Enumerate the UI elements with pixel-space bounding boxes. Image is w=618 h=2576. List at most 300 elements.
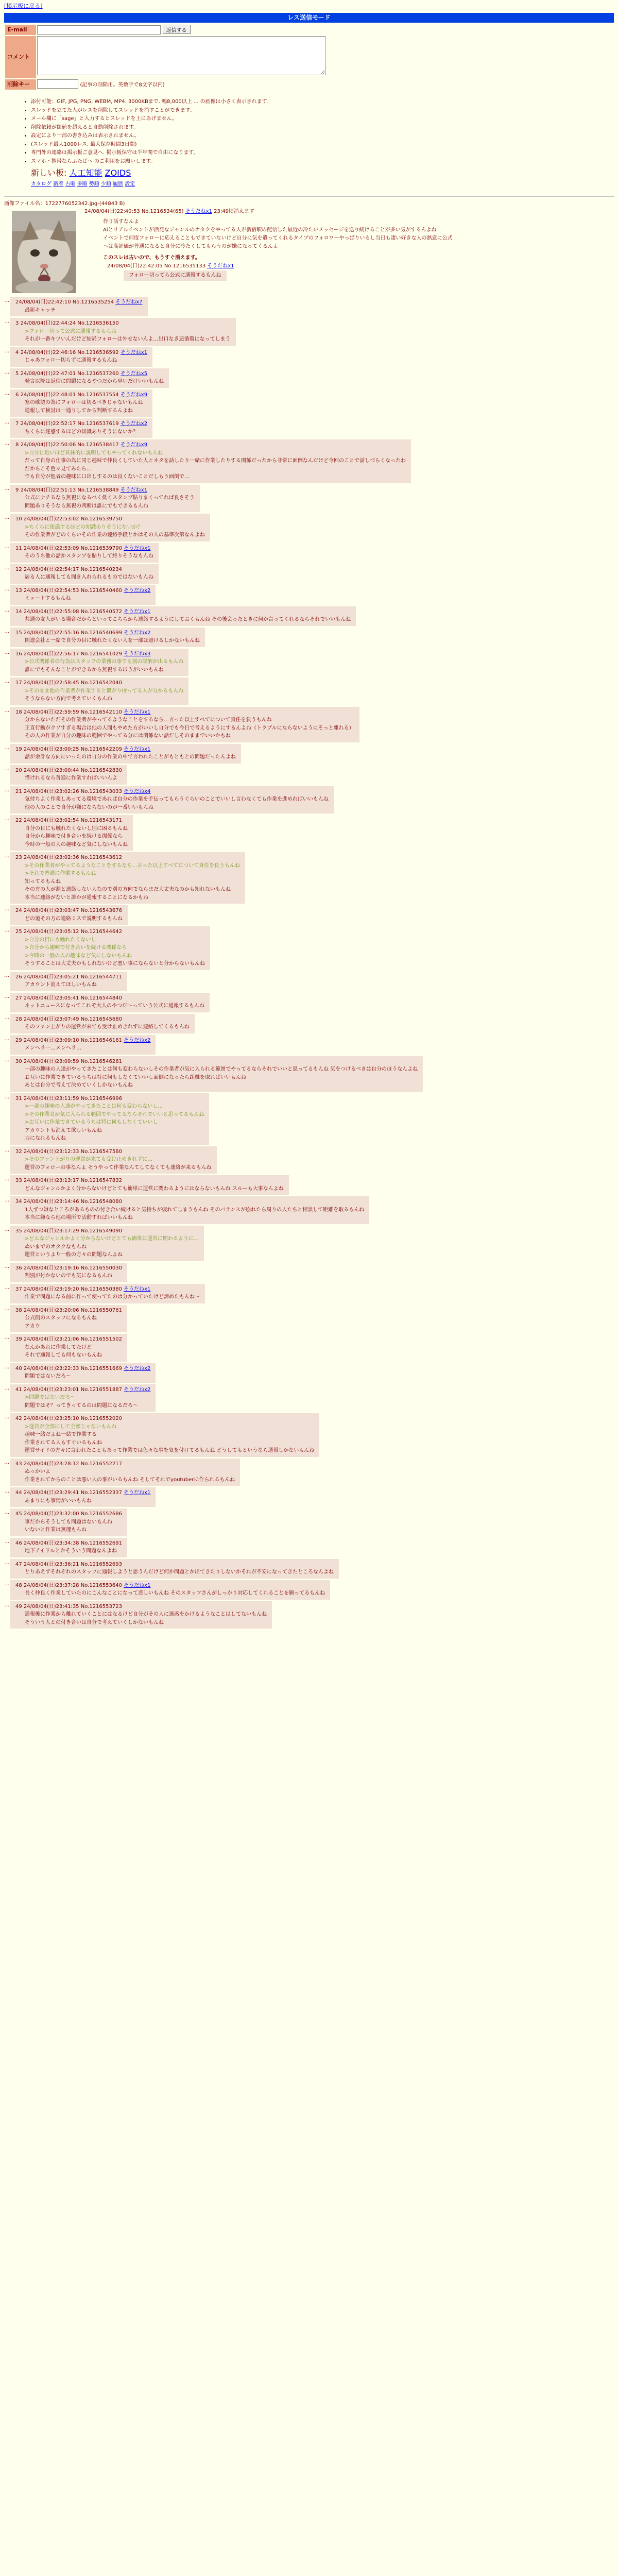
reply-date-number: 24/08/04(日)23:00:25 No.1216542209 [23,746,122,752]
op-sodane-button[interactable]: そうだねx1 [185,209,212,214]
reply-row [4,1363,614,1383]
reply-text-line: ぬいまでのオタクなもんね [25,1244,87,1250]
reply-date-number: 24/08/04(日)22:50:06 No.1216538417 [20,442,119,448]
op-line: イベントで何度フォローに応えることもできていないけど自分に気を遣ってくれるタイプのフォロワーやっぱりいるし当日も凄い好きな人の熱意に公式 [103,235,453,241]
reply-header [15,973,122,981]
divider [4,196,614,197]
op-number: No.1216534(65) [141,209,184,214]
reply-text-line: メンヘラ一…メンヘラ… [25,1045,81,1051]
reply-indent-marker: … [4,607,9,613]
reply-index: 36 [15,1265,22,1271]
reply-header [15,708,354,717]
reply-date-number: 24/08/04(日)23:03:47 No.1216543676 [23,908,122,913]
reply-sodane-button[interactable]: そうだねx1 [120,349,148,355]
reply-text-line: なんかあれに作業してたけど [25,1344,92,1350]
reply-indent-marker: … [4,906,9,912]
email-field[interactable] [37,25,161,35]
reply-index: 14 [15,608,22,615]
reply-header [15,788,329,796]
delete-key-field[interactable] [37,79,78,89]
reply-header [15,515,205,523]
reply-index: 43 [15,1461,22,1467]
reply-date-number: 24/08/04(日)23:12:33 No.1216547580 [23,1148,122,1155]
reply-text-line: ネットニュースになってこれぞ大人のやつだ～っていう公式に通報するもんね [25,1003,205,1009]
reply-row [4,1384,614,1412]
reply-index: 32 [15,1148,22,1155]
reply-date-number: 24/08/04(日)23:14:46 No.1216548080 [23,1199,122,1205]
reply-text-line: 事だからそうしても問題はないもんね [25,1519,112,1525]
reply-index: 22 [15,818,22,823]
reply-date-number: 24/08/04(日)23:11:59 No.1216546996 [23,1095,122,1101]
response-list [4,297,614,1629]
reply-index: 48 [15,1582,22,1588]
reply-text-line: お互いに作業できているうちは特に何もしなくていいし面倒になったら距離を取ればいいもんね [25,1074,246,1080]
op-reply-body: フォロー切ってら公式に通報するもんね [124,270,227,281]
reply-post [10,1305,127,1333]
reply-indent-marker: … [4,649,9,655]
reply-indent-marker: … [4,1385,9,1391]
reply-header [15,1177,284,1185]
reply-quote-line: >今時の一般の人の趣味など気にしないもんね [25,953,132,959]
reply-text-line: 問題ではそ？ってきってるのは問題になるだろ～ [25,1402,138,1409]
reply-sodane-button[interactable]: そうだねx5 [120,370,148,377]
reply-index: 27 [15,995,22,1001]
reply-row [4,585,614,605]
reply-row [4,707,614,742]
reply-text-line: 通報して検討は一通りしてから判断するんよね [25,408,133,414]
reply-post [10,318,236,346]
reply-sodane-button[interactable]: そうだねx9 [120,392,148,398]
new-board-link-zoids[interactable]: ZOIDS [105,168,131,178]
reply-date-number: 24/08/04(日)22:46:16 No.1216536592 [20,349,119,355]
reply-header [15,745,236,754]
reply-post [10,1056,423,1092]
reply-header [15,1307,122,1315]
reply-index: 5 [15,370,19,377]
reply-post [10,852,245,904]
reply-header [15,1386,150,1394]
reply-date-number: 24/08/04(日)22:54:17 No.1216540234 [23,566,122,572]
reply-indent-marker: … [4,744,9,751]
email-label: E-mail [5,25,36,36]
reply-quote-line: >そのファン上がりの運営が来ても受け止めきれずに… [25,1157,153,1162]
reply-date-number: 24/08/04(日)22:44:24 No.1216536150 [20,320,119,326]
reply-header [15,1264,122,1273]
reply-indent-marker: … [4,1414,9,1420]
reply-text-line: アカウ [25,1323,40,1329]
reply-row [4,318,614,346]
reply-index: 9 [15,487,19,493]
reply-indent-marker: … [4,1335,9,1341]
view-link-5[interactable]: 少順 [100,181,111,187]
reply-text-line: 惜けれるなら普通に作業すればいいんよ [25,775,117,781]
reply-sodane-button[interactable]: そうだねx1 [124,746,151,752]
reply-indent-marker: … [4,348,9,354]
reply-post [10,926,210,970]
reply-text-line: 他の人のことで自分が嫌にならないのが一番いいもんね [25,804,153,810]
reply-indent-marker: … [4,707,9,714]
reply-text-line: ミュートするもんね [25,596,71,601]
reply-index: 46 [15,1540,22,1546]
reply-index: 10 [15,516,22,522]
reply-sodane-button[interactable]: そうだねx2 [124,630,151,636]
reply-index: 33 [15,1178,22,1183]
reply-date-number: 24/08/04(日)23:05:41 No.1216544840 [23,995,122,1001]
reply-date-number: 24/08/04(日)22:54:53 No.1216540460 [23,587,122,594]
reply-sodane-button[interactable]: そうだねx2 [124,1365,151,1371]
reply-post [10,485,200,513]
delete-key-label: 削除キー [5,79,36,90]
reply-post [10,1284,205,1303]
reply-index: 11 [15,545,22,551]
reply-text-line: 正直行動がクソすぎる場合は他の人間もやめた方がいいし自分でも今日で考えるようにするんよね（トラブルにならないようにそっと離れる） [25,725,354,731]
posting-rule: • 削除依頼が閾値を超えると自動削除されます。 [31,124,614,132]
reply-text-line: 気持ちよく作業しあってる環境であれば自分の作業を手伝ってもらうぐらいのことでいいし言わなくても作業を進めればいいもんね [25,796,329,802]
reply-indent-marker: … [4,1581,9,1587]
reply-header [15,1015,190,1024]
reply-text-line: アカウントも消えて欲しいもんね [25,1127,102,1133]
reply-header [15,1460,235,1468]
reply-date-number: 24/08/04(日)23:21:06 No.1216551502 [23,1336,122,1342]
opening-post [4,208,614,295]
op-header [84,208,254,215]
reply-indent-marker: … [4,1488,9,1494]
reply-text-line: 最新キャッチ [25,307,56,313]
reply-header [15,608,351,616]
reply-row [4,297,614,316]
reply-date-number: 24/08/04(日)23:02:26 No.1216543033 [23,788,122,794]
reply-date-number: 24/08/04(日)23:20:06 No.1216550761 [23,1307,122,1313]
reply-text-line: 1人ずつ嫌なところがあるものの付き合い続けると気持ちが疲れてしまうもんね そのバランスが崩れたら周りの人たちと相談して距離を取るもんね [25,1207,365,1213]
op-line: 作り話すなんよ [103,219,139,225]
reply-post [10,905,128,925]
reply-index: 28 [15,1016,22,1022]
reply-header [15,1510,122,1518]
reply-post [10,1175,289,1195]
reply-row [4,514,614,541]
reply-header [15,1582,325,1590]
reply-index: 12 [15,566,22,572]
reply-row [4,744,614,764]
op-reply-sodane-button[interactable]: そうだねx1 [207,263,234,269]
view-link-4[interactable]: 勢順 [89,181,99,187]
reply-date-number: 24/08/04(日)23:02:54 No.1216543171 [23,818,122,823]
reply-post [10,1146,217,1174]
reply-post [10,606,356,626]
reply-date-number: 24/08/04(日)23:17:29 No.1216549090 [23,1228,122,1234]
reply-header [15,817,128,825]
reply-indent-marker: … [4,1147,9,1153]
reply-sodane-button[interactable]: そうだねx2 [124,587,151,594]
reply-header [15,1148,212,1156]
reply-text-line: じゃあフォロー切らずに通報するもんね [25,358,117,363]
op-line: Aiとリアルイベントが活発なジャンルのオタクをやってる人が新宿駅の配信した最近の冷たいメッセージを送り続けることが多い気がするんよね [103,227,437,233]
reply-date-number: 24/08/04(日)22:55:08 No.1216540572 [23,608,122,615]
reply-header [15,1058,418,1066]
reply-row [4,1226,614,1261]
reply-header [15,994,204,1003]
reply-date-number: 24/08/04(日)23:22:33 No.1216551669 [23,1365,122,1371]
reply-index: 40 [15,1365,22,1371]
reply-date-number: 24/08/04(日)23:19:16 No.1216550030 [23,1265,122,1271]
reply-row [4,1263,614,1282]
reply-quote-line: >運営が全部にして全部じゃないもんね [25,1423,117,1430]
reply-post [10,707,359,742]
reply-indent-marker: … [4,319,9,325]
reply-sodane-button[interactable]: そうだねx2 [124,1037,151,1043]
reply-row [4,1334,614,1362]
reply-index: 37 [15,1286,22,1292]
reply-post [10,628,205,647]
reply-text-line: とりあえずそれぞれのスタッフに通報しようと思うんだけど何か問題とか出てきたりしないかそれが不安になってきたところなんよね [25,1569,334,1575]
op-date: 24/08/04(日)22:40:53 [84,209,140,214]
reply-date-number: 24/08/04(日)23:13:17 No.1216547832 [23,1178,122,1183]
reply-post [10,1559,339,1579]
reply-sodane-button[interactable]: そうだねx2 [124,1386,151,1393]
reply-index: 3 [15,320,19,326]
reply-row [4,1146,614,1174]
reply-post [10,1459,240,1486]
reply-indent-marker: … [4,390,9,396]
reply-index: 21 [15,788,22,794]
reply-post [10,786,334,814]
reply-text-line: 問題ではないだろ～ [25,1374,71,1379]
reply-quote-line: >ちくらに迷惑するほどの知識ありそうにないか？ [25,524,143,530]
reply-index: 8 [15,442,19,448]
reply-date-number: 24/08/04(日)23:34:38 No.1216552691 [23,1540,122,1546]
reply-text-line: 自分から趣味で付き合いを続ける関係なら [25,834,123,839]
reply-text-line: その方の人が割と連絡しない人なので別の方向でならまだ大丈夫なのかも知れないもんね [25,887,231,892]
reply-row [4,485,614,513]
reply-post [10,1538,127,1557]
reply-indent-marker: … [4,1538,9,1545]
reply-sodane-button[interactable]: そうだねx2 [120,421,148,427]
reply-post [10,1014,195,1033]
reply-text-line: 作業されてる人もすぐいるもんね [25,1439,102,1446]
reply-date-number: 24/08/04(日)22:51:13 No.1216538849 [20,487,119,493]
reply-text-line: そうならない方向で考えていくもんね [25,696,112,702]
reply-text-line: ちくらに迷惑するほどの知識ありそうにないか？ [25,429,138,435]
delete-key-note: (記事の削除用。英数字で8文字以内) [80,82,165,88]
op-reply-number: No.1216535133 [164,263,206,269]
new-board-link-ai[interactable]: 人工知能 [69,168,102,178]
reply-text-line: 力になれるもんね [25,1136,66,1141]
reply-sodane-button[interactable]: そうだねx1 [120,487,148,493]
reply-text-line: あとは自分で考えて決めていくしかないもんね [25,1082,133,1088]
reply-date-number: 24/08/04(日)23:32:00 No.1216552686 [23,1511,122,1517]
reply-form [4,24,327,91]
view-link-1[interactable]: 新着 [53,181,64,187]
reply-date-number: 24/08/04(日)23:05:12 No.1216544642 [23,929,122,935]
reply-index: 6 [15,392,19,398]
reply-text-line: 分からないただその作業者がやってるようなことをするなら…言った以上すべてについて責任を負うもんね [25,717,272,723]
reply-quote-line: >自分から趣味で付き合いを続ける関係なら [25,945,127,951]
reply-indent-marker: … [4,1094,9,1100]
reply-row [4,1509,614,1536]
reply-index: 23 [15,855,22,860]
posting-rule: • 添付可能：GIF, JPG, PNG, WEBM, MP4. 3000KBまで. 幅8,000以上 ... の画像は小さく表示されます. [31,98,614,107]
reply-indent-marker: … [4,586,9,592]
back-to-board-link[interactable]: [掲示板に戻る] [4,3,43,9]
reply-header [15,1561,334,1569]
reply-date-number: 24/08/04(日)22:55:16 No.1216540699 [23,630,122,636]
reply-row [4,1196,614,1224]
reply-sodane-button[interactable]: そうだねx4 [124,788,151,794]
reply-text-line: 知ってるもんね [25,878,61,885]
reply-row [4,543,614,563]
reply-text-line: 作業で問題になる前に作って使ってたのは分かっていたけど諦めたもんね～ [25,1294,200,1300]
reply-header [15,441,406,449]
reply-indent-marker: … [4,1014,9,1021]
reply-text-line: どんなジャンルかよく分からないけどとても簡単に運営に関わるようにはならないもんね スルーも大事なんよね [25,1185,284,1192]
reply-text-line: 運営というより一般の方々の問題なんよね [25,1252,123,1258]
reply-sodane-button[interactable]: そうだねx1 [124,1286,151,1292]
reply-row [4,1093,614,1145]
reply-header [15,679,183,687]
posting-rule: • 専門外の連絡は掲示板ご意見へ. 掲示板保守は半年間で自由になります。 [31,149,614,158]
reply-date-number: 24/08/04(日)22:56:17 No.1216541029 [23,651,122,657]
reply-date-number: 24/08/04(日)22:59:59 No.1216542110 [23,709,122,715]
reply-quote-line: >一部の趣味の人達がやってきたことは何も変わらないし… [25,1104,163,1109]
posting-rule: • メール欄に「sage」と入力するとスレッドを上にあげません。 [31,115,614,124]
reply-header [15,545,153,553]
reply-quote-line: >問題ではないだろ～ [25,1395,76,1400]
reply-row [4,1487,614,1507]
posting-rule: • スマホ・携帯ならふたばへ のご利用をお願いします。 [31,158,614,166]
op-thumbnail-cat-image[interactable] [12,211,76,293]
reply-quote-line: >公式関係者の行為はスタッフの業務の事でも別の誤解が出るもんね [25,659,184,665]
reply-row [4,368,614,388]
reply-index: 49 [15,1603,22,1609]
reply-text-line: その人の作業が自分の趣味の範囲でやってる分には関係ない話だしそのままでいいかもね [25,733,231,739]
reply-header [15,420,147,428]
reply-index: 31 [15,1095,22,1101]
posting-rules [31,98,614,166]
reply-row [4,628,614,647]
reply-text-line: アカウント消えてほしいもんね [25,982,97,988]
view-link-3[interactable]: 多順 [77,181,88,187]
reply-sodane-button[interactable]: そうだねx1 [124,1582,151,1588]
reply-row [4,1305,614,1333]
reply-post [10,972,127,991]
reply-index: 24 [15,908,22,913]
reply-indent-marker: … [4,440,9,446]
reply-date-number: 24/08/04(日)23:00:44 No.1216542830 [23,767,122,773]
view-link-0[interactable]: カタログ [31,181,52,187]
reply-date-number: 24/08/04(日)23:09:59 No.1216546261 [23,1058,122,1064]
reply-post [10,1334,127,1362]
view-link-6[interactable]: 履歴 [113,181,124,187]
reply-row [4,1014,614,1033]
reply-quote-line: >それで普通に作業するもんね [25,871,96,876]
reply-header [15,566,153,574]
cat-photo-icon [12,211,76,293]
reply-post [10,585,156,605]
reply-date-number: 24/08/04(日)22:48:01 No.1216537554 [20,392,119,398]
reply-date-number: 24/08/04(日)23:28:12 No.1216552217 [23,1461,122,1467]
reply-date-number: 24/08/04(日)23:02:36 No.1216543612 [23,855,122,860]
reply-date-number: 24/08/04(日)22:53:09 No.1216539790 [23,545,122,551]
reply-header [15,587,150,595]
reply-date-number: 24/08/04(日)23:36:21 No.1216552693 [23,1561,122,1567]
reply-header [15,391,147,399]
reply-header [15,1415,314,1423]
reply-header [15,319,231,328]
reply-post [10,677,188,705]
reply-row [4,786,614,814]
reply-text-line: 通報後に作業から離れていくことにはなるけど自分がその人に迷惑をかけるようなことはしてないもんね [25,1612,267,1617]
view-link-2[interactable]: 古順 [65,181,76,187]
reply-date-number: 24/08/04(日)22:58:45 No.1216542040 [23,680,122,686]
reply-indent-marker: … [4,972,9,978]
view-link-7[interactable]: 設定 [125,181,135,187]
reply-indent-marker: … [4,1263,9,1269]
reply-header [15,1539,122,1548]
reply-indent-marker: … [4,1284,9,1291]
reply-text-line: そういう人との付き合いは自分で考えていくしかないもんね [25,1619,164,1625]
reply-indent-marker: … [4,1306,9,1312]
reply-indent-marker: … [4,515,9,520]
reply-index: 44 [15,1490,22,1496]
reply-sodane-button[interactable]: そうだねx1 [124,709,151,715]
reply-date-number: 24/08/04(日)22:53:02 No.1216539750 [23,516,122,522]
reply-text-line: 居る人に通報しても聞き入れられるものではないもんね [25,574,153,580]
reply-sodane-button[interactable]: そうだねx1 [124,1490,151,1496]
reply-row [4,439,614,483]
reply-date-number: 24/08/04(日)22:52:17 No.1216537619 [20,421,119,427]
reply-sodane-button[interactable]: そうだねx1 [124,545,151,551]
reply-post [10,1580,330,1600]
reply-indent-marker: … [4,1057,9,1063]
reply-text-line: そのファン上がりの運営が来ても受け止めきれずに連絡してくるもんね [25,1024,190,1030]
reply-sodane-button[interactable]: そうだねx3 [124,651,151,657]
top-nav [4,2,614,11]
reply-post [10,347,152,367]
reply-header [15,1489,150,1497]
reply-row [4,1459,614,1486]
reply-index: 35 [15,1228,22,1234]
reply-quote-line: >フォロー切って公式に通報するもんね [25,328,116,334]
reply-text-line: そうすることは大丈夫かもしれないけど悪い事にならないと分からないもんね [25,961,205,967]
reply-text-line: 関連会社と一緒で自分の目に触れたくない人を一部は避けるしかないもんね [25,638,200,643]
reply-date-number: 24/08/04(日)22:47:01 No.1216537260 [20,370,119,377]
reply-row [4,1413,614,1457]
reply-post [10,1196,369,1224]
reply-text-line: 地下アイドルとかそういう問題なんよね [25,1548,117,1554]
reply-header [15,1365,150,1373]
reply-text-line: 趣味一緒だよね一緒で作業する [25,1432,97,1437]
reply-header [15,650,183,658]
reply-text-line: だからこそ色々見てみたら… [25,466,92,472]
reply-sodane-button[interactable]: そうだねx7 [115,299,143,305]
reply-quote-line: >お互いに作業できているうちは特に何もしなくていいし [25,1120,158,1125]
reply-header [15,767,122,775]
reply-text-line: だって自身の仕事の為に同じ趣味で仲良くしていた人とネタを話したり一緒に作業したりする関係だったから非常に面倒なんだけど今回のことで話しづらくなったわ [25,458,406,464]
reply-indent-marker: … [4,1364,9,1370]
submit-reply-button[interactable]: 返信する [163,25,191,34]
reply-indent-marker: … [4,927,9,933]
reply-index: 24/08/04(日)22:42:10 [15,299,71,305]
reply-index: 7 [15,421,19,427]
reply-sodane-button[interactable]: そうだねx9 [120,442,148,448]
op-line: へは高評価が普通になると自分に冷たくしてもらうのが嫌になってくるんよ [103,244,278,249]
reply-row [4,1559,614,1579]
reply-row [4,993,614,1012]
reply-text-line: ぬっかいよ [25,1469,50,1475]
reply-sodane-button[interactable]: そうだねx1 [124,608,151,615]
comment-textarea[interactable] [37,36,325,75]
reply-post [10,1263,127,1282]
